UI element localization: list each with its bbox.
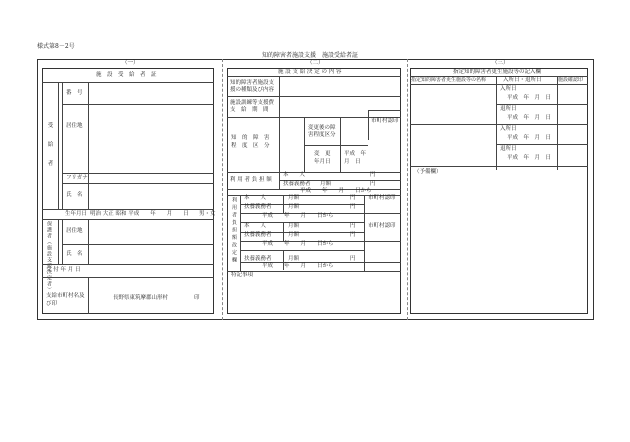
change3-guardian-yen: 円 [350, 256, 356, 262]
dob-label: 生年月日 [65, 211, 88, 217]
disability-label: 知 的 障 害 程 度 区 分 [231, 135, 276, 149]
change3-from-date: 平成 年 月 日から [262, 263, 334, 269]
facility-type-label: 知的障害者施設支援の種類及び内容 [230, 80, 275, 93]
change1-person: 本 人 [244, 195, 267, 201]
remarks-label: （予備欄） [414, 169, 442, 175]
col1-title: 施 設 受 給 者 証 [96, 72, 157, 78]
city-cert-1: 市町村認印 [371, 118, 399, 124]
burden-label: 利 用 者 負 担 額 [230, 177, 272, 183]
guardian-label: 保護者（施設支援決定者） [46, 221, 52, 293]
issue-date-label: 交 付 年 月 日 [46, 267, 81, 273]
change1-guardian: 扶養義務者 [244, 204, 272, 210]
number-label: 番 号 [66, 90, 83, 96]
change1-person-yen: 円 [350, 195, 356, 201]
entry1-out-date: 平成 年 月 日 [507, 115, 552, 121]
burden-guardian-monthly: 月額 [320, 181, 332, 187]
change2-guardian: 扶養義務者 [244, 232, 272, 238]
col3-title: 指定知的障害者更生施設等の記入欄 [453, 69, 542, 75]
gender-value: 男・女 [199, 211, 216, 217]
change1-guardian-monthly: 月額 [288, 204, 300, 210]
change2-guardian-yen: 円 [350, 232, 356, 238]
guardian-name-label: 氏 名 [66, 251, 83, 257]
city-cert-3: 市町村認印 [368, 223, 396, 229]
col2-title: 施 設 支 給 決 定 の 内 容 [278, 69, 342, 75]
entry2-out-date: 平成 年 月 日 [507, 155, 552, 161]
burden-guardian-yen: 円 [370, 181, 376, 187]
fold-line-2 [407, 59, 408, 320]
notes-label: 特記事項 [231, 272, 254, 278]
facility-name-label: 指定知的障害者更生施設等の名称 [411, 77, 487, 83]
entry2-in: 入所日 [500, 126, 517, 132]
seal-mark: 印 [194, 295, 200, 301]
col1-header: （一） [122, 60, 139, 66]
training-period-label: 施設訓練等支援費支 給 期 間 [230, 100, 275, 113]
entry2-in-date: 平成 年 月 日 [507, 135, 552, 141]
change1-guardian-yen: 円 [350, 204, 356, 210]
entry1-in-date: 平成 年 月 日 [507, 95, 552, 101]
change1-person-monthly: 月額 [288, 195, 300, 201]
change-date-label: 変 更 年月日 [314, 151, 337, 165]
entry2-out: 退所日 [500, 146, 517, 152]
entry1-out: 退所日 [500, 106, 517, 112]
in-out-label: 入所日・退所日 [503, 77, 542, 83]
guardian-address-label: 居住地 [66, 228, 83, 234]
change2-guardian-monthly: 月額 [288, 232, 300, 238]
city-value: 長野県東筑摩郡山形村 [113, 295, 169, 301]
burden-person: 本 人 [283, 172, 306, 178]
fold-line-1 [222, 59, 223, 320]
city-cert-2: 市町村認印 [368, 195, 396, 201]
col2-header: （二） [307, 60, 324, 66]
change2-from-date: 平成 年 月 日から [262, 241, 334, 247]
change-label: 変更後の障害程度区分 [308, 125, 336, 138]
form-number: 様式第8－2号 [37, 43, 75, 50]
burden-person-yen: 円 [370, 172, 376, 178]
recipient-label: 受 給 者 [46, 122, 53, 170]
change3-guardian-monthly: 月額 [288, 256, 300, 262]
change-col-label: 利用者負担額改定欄 [231, 197, 237, 265]
col3-header: （三） [492, 60, 509, 66]
document-title: 知的障害者施設支援 施設受給者証 [262, 52, 359, 59]
change-date-value: 平成 年 月 日 [344, 151, 372, 165]
change2-person-yen: 円 [350, 223, 356, 229]
furigana-label: フリガナ [66, 175, 88, 181]
change1-from-date: 平成 年 月 日から [262, 213, 334, 219]
burden-guardian: 扶養義務者 [283, 181, 311, 187]
city-label: 支給市町村名及び印 [46, 293, 85, 307]
recipient-name-label: 氏 名 [66, 192, 83, 198]
dob-value: 明治 大正 昭和 平成 年 月 日 [90, 211, 189, 217]
recipient-address-label: 居住地 [66, 123, 83, 129]
confirm-label: 施設確認印 [558, 77, 584, 83]
change2-person: 本 人 [244, 223, 267, 229]
entry1-in: 入所日 [500, 86, 517, 92]
burden-from-date: 平成 年 月 日から [300, 188, 372, 194]
change3-guardian: 扶養義務者 [244, 256, 272, 262]
change2-person-monthly: 月額 [288, 223, 300, 229]
